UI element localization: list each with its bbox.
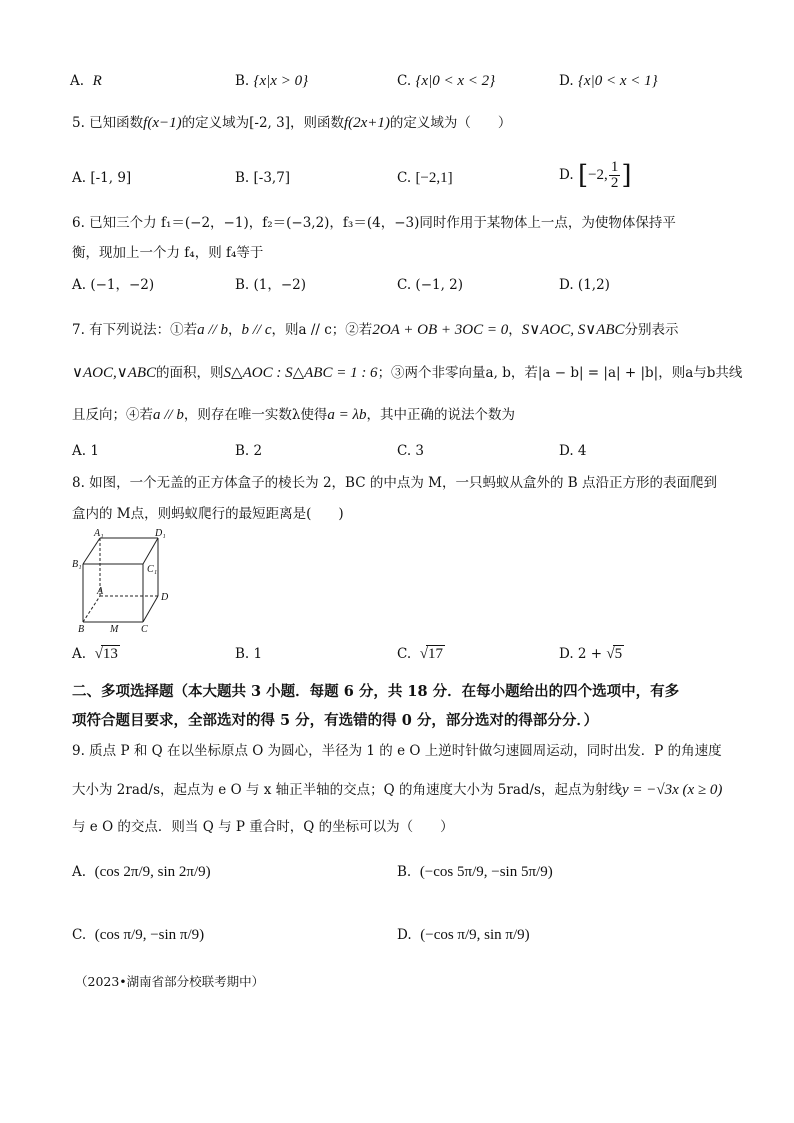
cube-edge: [83, 538, 100, 564]
q6-option-c: C. (−1, 2): [397, 277, 464, 293]
label-a1: A₁: [94, 528, 104, 539]
q9-line2: 大小为 2rad/s，起点为 e O 与 x 轴正半轴的交点；Q 的角速度大小为 5rad/s，起点为射线y = −√3x (x ≥ 0): [72, 782, 723, 798]
q8-line1: 8. 如图，一个无盖的正方体盒子的棱长为 2，BC 的中点为 M，一只蚂蚁从盒外的 B 点沿正方形的表面爬到: [72, 475, 717, 491]
label-c: C: [141, 624, 148, 634]
q6-line2: 衡，现加上一个力 f₄，则 f₄等于: [72, 245, 264, 261]
q8-option-b: B. 1: [235, 646, 263, 662]
q8-line2: 盒内的 M点，则蚂蚁爬行的最短距离是( ): [72, 506, 344, 522]
label-a: A: [97, 586, 104, 597]
q7-line1: 7. 有下列说法：①若a // b，b // c，则a // c；②若2OA + OB + 3OC = 0，S∨AOC, S∨ABC分别表示: [72, 322, 679, 338]
q4-option-a: A. R: [70, 73, 102, 89]
q7-option-d: D. 4: [559, 443, 587, 459]
q5-option-b: B. [-3,7]: [235, 170, 291, 186]
q9-option-a: A. (cos 2π/9, sin 2π/9): [72, 864, 211, 880]
cube-figure: [70, 528, 180, 634]
source-note: （2023•湖南省部分校联考期中）: [75, 974, 265, 989]
q5-stem: 5. 已知函数f(x−1)的定义域为[-2, 3]，则函数f(2x+1)的定义域为（ ）: [72, 115, 512, 131]
q7-line3: 且反向；④若a // b，则存在唯一实数λ使得a = λb，其中正确的说法个数为: [72, 407, 516, 423]
q9-option-b: B. (−cos 5π/9, −sin 5π/9): [397, 864, 553, 880]
section2-heading-line2: 项符合题目要求，全部选对的得 5 分，有选错的得 0 分，部分选对的得部分分．）: [72, 712, 599, 729]
label-b: B: [78, 624, 85, 634]
q7-option-b: B. 2: [235, 443, 263, 459]
section2-heading-line1: 二、多项选择题（本大题共 3 小题．每题 6 分，共 18 分．在每小题给出的四个选项中，有多: [72, 683, 680, 700]
q7-line2: ∨AOC,∨ABC的面积，则S△AOC : S△ABC = 1 : 6；③两个非零向量a, b，若|a − b| = |a| + |b|，则a与b共线: [72, 365, 743, 381]
label-d1: D₁: [155, 528, 166, 539]
q5-option-a: A. [-1, 9]: [72, 170, 132, 186]
q4-option-d: D. {x|0 < x < 1}: [559, 73, 658, 89]
q8-option-d: D. 2 + √5: [559, 646, 623, 662]
label-m: M: [110, 624, 119, 634]
cube-hidden-edge: [83, 596, 100, 622]
q9-option-c: C. (cos π/9, −sin π/9): [72, 927, 205, 943]
label-c1: C₁: [147, 564, 158, 575]
cube-edge: [143, 596, 158, 622]
q4-option-b: B. {x|x > 0}: [235, 73, 309, 89]
q4-option-c: C. {x|0 < x < 2}: [397, 73, 496, 89]
q9-line3: 与 e O 的交点．则当 Q 与 P 重合时，Q 的坐标可以为（ ）: [72, 819, 454, 835]
q6-line1: 6. 已知三个力 f₁＝(−2，−1)，f₂＝(−3,2)，f₃＝(4，−3)同时作用于某物体上一点，为使物体保持平: [72, 215, 676, 231]
q6-option-a: A. (−1，−2): [72, 277, 155, 293]
q6-option-b: B. (1，−2): [235, 277, 307, 293]
q9-line1: 9. 质点 P 和 Q 在以坐标原点 O 为圆心，半径为 1 的 e O 上逆时针做匀速圆周运动，同时出发．P 的角速度: [72, 743, 722, 759]
cube-edge: [143, 538, 158, 564]
q5-option-d: D. [−2, $\frac{1}{2}$ ]: [559, 159, 632, 191]
q8-option-c: C. √17: [397, 646, 443, 662]
q9-option-d: D. (−cos π/9, sin π/9): [397, 927, 530, 943]
q8-option-a: A. √13: [72, 646, 118, 662]
label-d: D: [161, 592, 169, 603]
q5-option-c: C. [−2,1]: [397, 170, 453, 186]
q7-option-a: A. 1: [72, 443, 99, 459]
label-b1: B₁: [72, 559, 82, 570]
q6-option-d: D. (1,2): [559, 277, 610, 293]
q7-option-c: C. 3: [397, 443, 425, 459]
